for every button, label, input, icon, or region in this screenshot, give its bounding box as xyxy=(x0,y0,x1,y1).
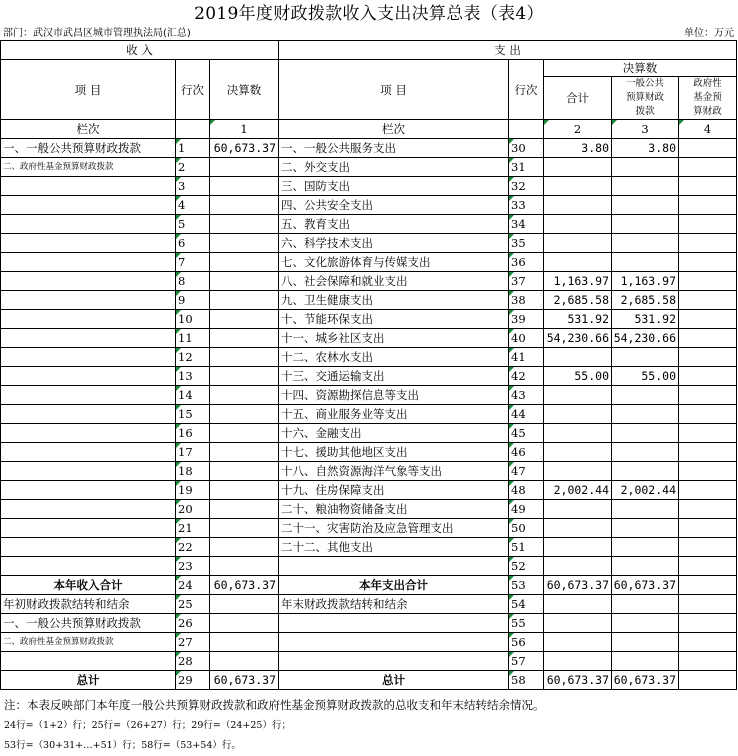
total-value-cell xyxy=(544,519,612,538)
income-value-cell xyxy=(210,177,279,196)
income-value-cell xyxy=(210,386,279,405)
expense-rowno-cell: 56 xyxy=(509,633,544,652)
income-value-cell xyxy=(210,462,279,481)
income-rowno-cell: 12 xyxy=(176,348,210,367)
expense-rowno-cell: 39 xyxy=(509,310,544,329)
expense-item-cell: 年末财政拨款结转和结余 xyxy=(279,595,509,614)
general-header xyxy=(612,77,679,120)
expense-rowno-cell: 48 xyxy=(509,481,544,500)
income-item-cell xyxy=(1,253,176,272)
expense-item-cell: 二、外交支出 xyxy=(279,158,509,177)
income-item-cell xyxy=(1,405,176,424)
table-row xyxy=(1,139,737,158)
gov-fund-value-cell xyxy=(679,538,737,557)
income-value-cell xyxy=(210,519,279,538)
expense-rowno-cell: 54 xyxy=(509,595,544,614)
total-value-cell: 60,673.37 xyxy=(544,576,612,595)
table-row xyxy=(1,310,737,329)
income-value-cell xyxy=(210,196,279,215)
table-row xyxy=(1,158,737,177)
gov-fund-value-cell xyxy=(679,348,737,367)
expense-item-cell xyxy=(279,633,509,652)
gov-fund-value-cell xyxy=(679,481,737,500)
income-item-cell xyxy=(1,519,176,538)
table-row xyxy=(1,462,737,481)
header-row-2 xyxy=(1,60,737,77)
general-value-cell xyxy=(612,348,679,367)
expense-item-cell xyxy=(279,614,509,633)
income-item-cell xyxy=(1,291,176,310)
income-rowno-cell: 9 xyxy=(176,291,210,310)
income-rowno-cell: 16 xyxy=(176,424,210,443)
general-value-cell: 55.00 xyxy=(612,367,679,386)
income-item-cell xyxy=(1,329,176,348)
total-value-cell xyxy=(544,633,612,652)
income-item-header: 项 目 xyxy=(1,60,176,120)
total-value-cell xyxy=(544,215,612,234)
gov-fund-value-cell xyxy=(679,557,737,576)
total-value-cell: 54,230.66 xyxy=(544,329,612,348)
income-value-cell xyxy=(210,557,279,576)
general-value-cell: 2,685.58 xyxy=(612,291,679,310)
table-row xyxy=(1,557,737,576)
total-header: 合计 xyxy=(544,77,612,120)
general-value-cell: 531.92 xyxy=(612,310,679,329)
income-item-cell xyxy=(1,481,176,500)
gov-fund-header-line3: 算财政 xyxy=(693,106,722,117)
table-row xyxy=(1,291,737,310)
general-value-cell xyxy=(612,158,679,177)
income-rowno-cell: 5 xyxy=(176,215,210,234)
gov-fund-header xyxy=(679,77,737,120)
expense-item-cell: 十七、援助其他地区支出 xyxy=(279,443,509,462)
notes xyxy=(4,696,734,756)
income-rowno-cell: 7 xyxy=(176,253,210,272)
expense-rowno-cell: 51 xyxy=(509,538,544,557)
income-item-cell xyxy=(1,177,176,196)
expense-rowno-header: 行次 xyxy=(509,60,544,120)
income-item-cell xyxy=(1,500,176,519)
unit-label: 单位：万元 xyxy=(684,28,734,39)
table-row xyxy=(1,443,737,462)
expense-item-cell: 五、教育支出 xyxy=(279,215,509,234)
gov-fund-value-cell xyxy=(679,614,737,633)
table-row xyxy=(1,177,737,196)
general-value-cell xyxy=(612,500,679,519)
table-row xyxy=(1,500,737,519)
income-rowno-header: 行次 xyxy=(176,60,210,120)
general-value-cell xyxy=(612,253,679,272)
total-value-cell: 3.80 xyxy=(544,139,612,158)
income-rowno-cell: 1 xyxy=(176,139,210,158)
gov-fund-value-cell xyxy=(679,215,737,234)
total-value-cell xyxy=(544,443,612,462)
expense-item-cell: 八、社会保障和就业支出 xyxy=(279,272,509,291)
income-value-cell xyxy=(210,253,279,272)
expense-rowno-cell: 49 xyxy=(509,500,544,519)
general-value-cell xyxy=(612,234,679,253)
income-item-cell xyxy=(1,348,176,367)
income-rowno-cell: 4 xyxy=(176,196,210,215)
general-value-cell xyxy=(612,652,679,671)
general-col-label: 3 xyxy=(612,120,679,139)
income-rowno-cell: 6 xyxy=(176,234,210,253)
income-item-cell: 二、政府性基金预算财政拨款 xyxy=(1,633,176,652)
income-rowno-cell: 28 xyxy=(176,652,210,671)
income-value-cell xyxy=(210,500,279,519)
expense-item-cell: 二十、粮油物资储备支出 xyxy=(279,500,509,519)
total-value-cell xyxy=(544,557,612,576)
expense-rowno-cell: 35 xyxy=(509,234,544,253)
expense-rowno-cell: 34 xyxy=(509,215,544,234)
total-value-cell xyxy=(544,595,612,614)
income-rowno-cell: 2 xyxy=(176,158,210,177)
total-value-cell: 531.92 xyxy=(544,310,612,329)
general-value-cell xyxy=(612,424,679,443)
income-rowno-cell: 8 xyxy=(176,272,210,291)
expense-rowno-cell: 30 xyxy=(509,139,544,158)
income-value-cell xyxy=(210,272,279,291)
income-item-cell xyxy=(1,462,176,481)
gov-fund-value-cell xyxy=(679,462,737,481)
header-row-1 xyxy=(1,41,737,60)
expense-col-label: 栏次 xyxy=(279,120,509,139)
general-value-cell xyxy=(612,405,679,424)
expense-rowno-cell: 57 xyxy=(509,652,544,671)
expense-item-cell: 一、一般公共服务支出 xyxy=(279,139,509,158)
total-value-cell: 60,673.37 xyxy=(544,671,612,690)
note-line-1: 注：本表反映部门本年度一般公共预算财政拨款和政府性基金预算财政拨款的总收支和年末结转结余情况。 xyxy=(4,698,545,712)
table-row xyxy=(1,424,737,443)
expense-item-cell: 十一、城乡社区支出 xyxy=(279,329,509,348)
gov-fund-value-cell xyxy=(679,671,737,690)
gov-fund-value-cell xyxy=(679,234,737,253)
expense-rowno-cell: 37 xyxy=(509,272,544,291)
income-item-cell: 年初财政拨款结转和结余 xyxy=(1,595,176,614)
total-value-cell xyxy=(544,234,612,253)
total-value-cell xyxy=(544,348,612,367)
income-header: 收 入 xyxy=(1,41,279,60)
table-row xyxy=(1,329,737,348)
total-value-cell xyxy=(544,253,612,272)
note-line-2: 24行=（1+2）行；25行=（26+27）行；29行=（24+25）行； xyxy=(4,720,291,731)
gov-fund-value-cell xyxy=(679,158,737,177)
income-value-cell xyxy=(210,234,279,253)
expense-rowno-cell: 43 xyxy=(509,386,544,405)
note-line-3: 53行=（30+31+…+51）行；58行=（53+54）行。 xyxy=(4,740,241,751)
total-value-cell: 55.00 xyxy=(544,367,612,386)
general-value-cell: 1,163.97 xyxy=(612,272,679,291)
table-row xyxy=(1,196,737,215)
expense-rowno-cell: 50 xyxy=(509,519,544,538)
expense-item-cell: 二十二、其他支出 xyxy=(279,538,509,557)
general-value-cell xyxy=(612,196,679,215)
income-col-label: 栏次 xyxy=(1,120,176,139)
income-value-cell: 60,673.37 xyxy=(210,576,279,595)
expense-rowno-cell: 32 xyxy=(509,177,544,196)
expense-rowno-cell: 44 xyxy=(509,405,544,424)
income-item-cell: 总计 xyxy=(1,671,176,690)
income-item-cell xyxy=(1,196,176,215)
final-group-header: 决算数 xyxy=(544,60,737,77)
gov-fund-value-cell xyxy=(679,177,737,196)
income-rowno-cell: 19 xyxy=(176,481,210,500)
expense-item-cell: 十三、交通运输支出 xyxy=(279,367,509,386)
table-row xyxy=(1,519,737,538)
column-label-row xyxy=(1,120,737,139)
table-row xyxy=(1,652,737,671)
income-item-cell xyxy=(1,443,176,462)
general-value-cell: 2,002.44 xyxy=(612,481,679,500)
gov-fund-value-cell xyxy=(679,595,737,614)
general-value-cell xyxy=(612,462,679,481)
gov-fund-value-cell xyxy=(679,633,737,652)
total-value-cell xyxy=(544,196,612,215)
general-header-line1: 一般公共 xyxy=(625,78,664,89)
income-value-cell xyxy=(210,215,279,234)
gov-fund-value-cell xyxy=(679,405,737,424)
general-header-line2: 预算财政 xyxy=(625,92,664,103)
table-row xyxy=(1,576,737,595)
expense-rowno-cell: 42 xyxy=(509,367,544,386)
income-item-cell xyxy=(1,272,176,291)
income-rowno-cell: 14 xyxy=(176,386,210,405)
expense-item-cell: 六、科学技术支出 xyxy=(279,234,509,253)
expense-rowno-cell: 38 xyxy=(509,291,544,310)
income-rowno-cell: 11 xyxy=(176,329,210,348)
general-value-cell xyxy=(612,633,679,652)
income-rowno-cell: 20 xyxy=(176,500,210,519)
expense-item-cell: 总计 xyxy=(279,671,509,690)
income-value-cell xyxy=(210,158,279,177)
income-item-cell xyxy=(1,367,176,386)
income-final-header: 决算数 xyxy=(210,60,279,120)
income-rowno-cell: 24 xyxy=(176,576,210,595)
table-row xyxy=(1,272,737,291)
table-row xyxy=(1,386,737,405)
income-item-cell xyxy=(1,215,176,234)
income-item-cell: 一、一般公共预算财政拨款 xyxy=(1,614,176,633)
income-value-cell xyxy=(210,291,279,310)
table-row xyxy=(1,595,737,614)
gov-fund-value-cell xyxy=(679,291,737,310)
general-value-cell xyxy=(612,557,679,576)
income-item-cell xyxy=(1,386,176,405)
expense-rowno-cell: 47 xyxy=(509,462,544,481)
income-value-cell: 60,673.37 xyxy=(210,139,279,158)
general-value-cell xyxy=(612,595,679,614)
income-rowno-col-label xyxy=(176,120,210,139)
income-value-cell xyxy=(210,652,279,671)
total-value-cell xyxy=(544,462,612,481)
total-value-cell: 2,685.58 xyxy=(544,291,612,310)
general-header-line3: 拨款 xyxy=(635,106,655,117)
income-value-cell xyxy=(210,367,279,386)
expense-item-cell: 四、公共安全支出 xyxy=(279,196,509,215)
income-item-cell: 本年收入合计 xyxy=(1,576,176,595)
total-value-cell xyxy=(544,500,612,519)
general-value-cell xyxy=(612,538,679,557)
table-row xyxy=(1,234,737,253)
gov-fund-value-cell xyxy=(679,196,737,215)
total-value-cell xyxy=(544,386,612,405)
expense-rowno-cell: 52 xyxy=(509,557,544,576)
gov-fund-value-cell xyxy=(679,443,737,462)
table-row xyxy=(1,215,737,234)
general-value-cell: 54,230.66 xyxy=(612,329,679,348)
table-row xyxy=(1,405,737,424)
gov-fund-value-cell xyxy=(679,652,737,671)
expense-rowno-cell: 58 xyxy=(509,671,544,690)
income-value-cell xyxy=(210,481,279,500)
income-rowno-cell: 10 xyxy=(176,310,210,329)
income-rowno-cell: 15 xyxy=(176,405,210,424)
total-value-cell xyxy=(544,652,612,671)
expense-rowno-col-label xyxy=(509,120,544,139)
expense-rowno-cell: 36 xyxy=(509,253,544,272)
expense-item-header: 项 目 xyxy=(279,60,509,120)
income-col1-label: 1 xyxy=(210,120,279,139)
expense-item-cell: 七、文化旅游体育与传媒支出 xyxy=(279,253,509,272)
income-value-cell xyxy=(210,424,279,443)
total-value-cell: 1,163.97 xyxy=(544,272,612,291)
income-rowno-cell: 29 xyxy=(176,671,210,690)
income-value-cell xyxy=(210,538,279,557)
expense-rowno-cell: 41 xyxy=(509,348,544,367)
table-row xyxy=(1,671,737,690)
total-value-cell xyxy=(544,424,612,443)
income-value-cell xyxy=(210,329,279,348)
gov-fund-header-line1: 政府性 xyxy=(693,78,722,89)
income-value-cell xyxy=(210,310,279,329)
general-value-cell: 3.80 xyxy=(612,139,679,158)
income-rowno-cell: 21 xyxy=(176,519,210,538)
income-rowno-cell: 13 xyxy=(176,367,210,386)
department-label: 部门：武汉市武昌区城市管理执法局(汇总) xyxy=(3,28,191,39)
income-rowno-cell: 26 xyxy=(176,614,210,633)
expense-rowno-cell: 33 xyxy=(509,196,544,215)
general-value-cell: 60,673.37 xyxy=(612,576,679,595)
expense-item-cell: 三、国防支出 xyxy=(279,177,509,196)
general-value-cell xyxy=(612,519,679,538)
total-value-cell: 2,002.44 xyxy=(544,481,612,500)
income-item-cell xyxy=(1,652,176,671)
gov-fund-value-cell xyxy=(679,386,737,405)
general-value-cell xyxy=(612,215,679,234)
income-item-cell xyxy=(1,234,176,253)
income-rowno-cell: 27 xyxy=(176,633,210,652)
income-item-cell: 一、一般公共预算财政拨款 xyxy=(1,139,176,158)
income-value-cell xyxy=(210,595,279,614)
income-rowno-cell: 25 xyxy=(176,595,210,614)
total-value-cell xyxy=(544,538,612,557)
general-value-cell xyxy=(612,614,679,633)
income-rowno-cell: 3 xyxy=(176,177,210,196)
table-row xyxy=(1,614,737,633)
income-value-cell xyxy=(210,405,279,424)
gov-fund-value-cell xyxy=(679,519,737,538)
expense-item-cell xyxy=(279,652,509,671)
expense-item-cell: 十四、资源勘探信息等支出 xyxy=(279,386,509,405)
total-value-cell xyxy=(544,614,612,633)
expense-rowno-cell: 55 xyxy=(509,614,544,633)
expense-rowno-cell: 40 xyxy=(509,329,544,348)
income-item-cell xyxy=(1,538,176,557)
income-item-cell xyxy=(1,424,176,443)
total-value-cell xyxy=(544,405,612,424)
page-title: 2019年度财政拨款收入支出决算总表（表4） xyxy=(194,4,544,24)
expense-item-cell: 十、节能环保支出 xyxy=(279,310,509,329)
gov-fund-value-cell xyxy=(679,253,737,272)
income-item-cell xyxy=(1,310,176,329)
gov-fund-value-cell xyxy=(679,310,737,329)
general-value-cell xyxy=(612,177,679,196)
expense-item-cell: 十八、自然资源海洋气象等支出 xyxy=(279,462,509,481)
expense-item-cell: 十六、金融支出 xyxy=(279,424,509,443)
expense-item-cell: 十九、住房保障支出 xyxy=(279,481,509,500)
total-col-label: 2 xyxy=(544,120,612,139)
budget-table xyxy=(0,40,737,690)
gov-fund-col-label: 4 xyxy=(679,120,737,139)
table-row xyxy=(1,633,737,652)
table-row xyxy=(1,253,737,272)
expense-item-cell: 九、卫生健康支出 xyxy=(279,291,509,310)
income-rowno-cell: 18 xyxy=(176,462,210,481)
income-rowno-cell: 22 xyxy=(176,538,210,557)
table-row xyxy=(1,367,737,386)
total-value-cell xyxy=(544,177,612,196)
income-rowno-cell: 23 xyxy=(176,557,210,576)
expense-rowno-cell: 46 xyxy=(509,443,544,462)
expense-item-cell: 十二、农林水支出 xyxy=(279,348,509,367)
expense-header: 支 出 xyxy=(279,41,737,60)
gov-fund-value-cell xyxy=(679,500,737,519)
gov-fund-value-cell xyxy=(679,367,737,386)
general-value-cell: 60,673.37 xyxy=(612,671,679,690)
general-value-cell xyxy=(612,443,679,462)
expense-rowno-cell: 53 xyxy=(509,576,544,595)
expense-item-cell xyxy=(279,557,509,576)
expense-rowno-cell: 31 xyxy=(509,158,544,177)
gov-fund-value-cell xyxy=(679,424,737,443)
table-row xyxy=(1,348,737,367)
income-value-cell xyxy=(210,348,279,367)
income-value-cell xyxy=(210,443,279,462)
expense-rowno-cell: 45 xyxy=(509,424,544,443)
income-value-cell xyxy=(210,614,279,633)
income-item-cell xyxy=(1,557,176,576)
income-item-cell: 二、政府性基金预算财政拨款 xyxy=(1,158,176,177)
expense-item-cell: 十五、商业服务业等支出 xyxy=(279,405,509,424)
table-row xyxy=(1,481,737,500)
gov-fund-header-line2: 基金预 xyxy=(693,92,722,103)
income-value-cell xyxy=(210,633,279,652)
expense-item-cell: 本年支出合计 xyxy=(279,576,509,595)
gov-fund-value-cell xyxy=(679,329,737,348)
table-row xyxy=(1,538,737,557)
gov-fund-value-cell xyxy=(679,576,737,595)
general-value-cell xyxy=(612,386,679,405)
total-value-cell xyxy=(544,158,612,177)
income-value-cell: 60,673.37 xyxy=(210,671,279,690)
expense-item-cell: 二十一、灾害防治及应急管理支出 xyxy=(279,519,509,538)
gov-fund-value-cell xyxy=(679,139,737,158)
gov-fund-value-cell xyxy=(679,272,737,291)
income-rowno-cell: 17 xyxy=(176,443,210,462)
